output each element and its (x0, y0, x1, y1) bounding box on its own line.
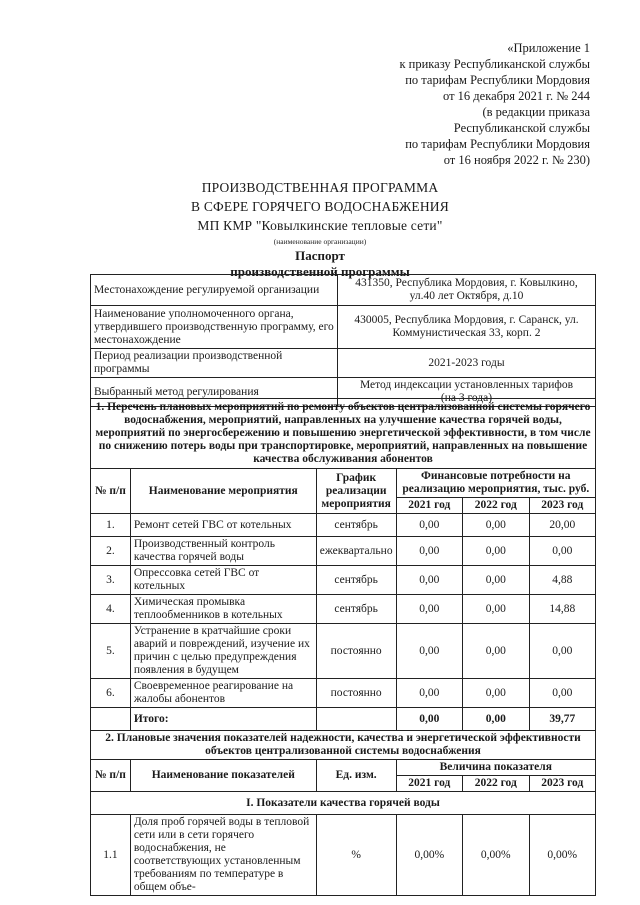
col-header-2023: 2023 год (529, 498, 595, 514)
col-header-2022: 2022 год (463, 498, 529, 514)
row-2023: 0,00% (529, 815, 595, 896)
total-2023: 39,77 (529, 708, 595, 731)
col-header-finance: Финансовые потребности на реализацию мероприятия, тыс. руб. (396, 469, 595, 498)
row-num: 1.1 (91, 815, 131, 896)
total-2021: 0,00 (396, 708, 462, 731)
row-2021: 0,00 (396, 514, 462, 537)
row-2023: 0,00 (529, 537, 595, 566)
info-row (91, 275, 596, 306)
info-label: Местонахождение регулируемой организации (91, 275, 338, 306)
organization-note: (наименование организации) (273, 237, 367, 246)
col-header-2021: 2021 год (396, 776, 462, 792)
col-header-num: № п/п (91, 469, 131, 514)
row-num: 5. (91, 624, 131, 679)
row-2022: 0,00 (463, 537, 529, 566)
row-2023: 0,00 (529, 624, 595, 679)
appendix-line: по тарифам Республики Мордовия (405, 137, 590, 151)
col-header-2022: 2022 год (463, 776, 529, 792)
row-schedule: сентябрь (316, 595, 396, 624)
row-num: 1. (91, 514, 131, 537)
appendix-line: от 16 ноября 2022 г. № 230) (443, 153, 590, 167)
table-row (91, 679, 596, 708)
row-2023: 14,88 (529, 595, 595, 624)
row-2021: 0,00 (396, 595, 462, 624)
col-header-value: Величина показателя (396, 760, 595, 776)
row-2022: 0,00 (463, 595, 529, 624)
total-label: Итого: (130, 708, 316, 731)
section2-title: 2. Плановые значения показателей надежности, качества и энергетической эффективности объектов централизованной системы водоснабжения (91, 731, 596, 760)
table-row (91, 566, 596, 595)
program-title (0, 178, 640, 235)
organization-name: МП КМР "Ковылкинские тепловые сети" (197, 218, 443, 233)
row-2023: 4,88 (529, 566, 595, 595)
info-label: Наименование уполномоченного органа, утвердившего производственную программу, его местонахождение (91, 306, 338, 349)
row-2023: 0,00 (529, 679, 595, 708)
row-2021: 0,00 (396, 537, 462, 566)
row-unit: % (316, 815, 396, 896)
passport-title-line1: Паспорт (295, 248, 345, 263)
col-header-2021: 2021 год (396, 498, 462, 514)
row-name: Производственный контроль качества горячей воды (130, 537, 316, 566)
row-schedule: сентябрь (316, 514, 396, 537)
row-2022: 0,00 (463, 566, 529, 595)
row-2021: 0,00 (396, 679, 462, 708)
total-2022: 0,00 (463, 708, 529, 731)
row-2022: 0,00 (463, 679, 529, 708)
program-title-line1: ПРОИЗВОДСТВЕННАЯ ПРОГРАММА (201, 180, 439, 195)
row-name: Опрессовка сетей ГВС от котельных (130, 566, 316, 595)
table-row (91, 514, 596, 537)
info-value-line: ул.40 лет Октября, д.10 (409, 290, 524, 302)
col-header-2023: 2023 год (529, 776, 595, 792)
col-header-unit: Ед. изм. (316, 760, 396, 792)
row-num: 2. (91, 537, 131, 566)
row-2022: 0,00 (463, 514, 529, 537)
row-2021: 0,00% (396, 815, 462, 896)
row-name: Химическая промывка теплообменников в котельных (130, 595, 316, 624)
row-schedule: постоянно (316, 624, 396, 679)
row-2023: 20,00 (529, 514, 595, 537)
info-row (91, 349, 596, 378)
appendix-line: «Приложение 1 (507, 41, 590, 55)
info-value (338, 349, 596, 378)
table-row (91, 815, 596, 896)
total-row (91, 708, 596, 731)
info-value-line: 430005, Республика Мордовия, г. Саранск, ул. (354, 314, 579, 326)
col-header-schedule: График реализации мероприятия (316, 469, 396, 514)
info-value-line: 431350, Республика Мордовия, г. Ковылкино, (355, 277, 578, 289)
table-row (91, 537, 596, 566)
table-row (91, 624, 596, 679)
info-value (338, 306, 596, 349)
appendix-line: к приказу Республиканской службы (399, 57, 590, 71)
row-schedule: сентябрь (316, 566, 396, 595)
row-schedule: постоянно (316, 679, 396, 708)
info-label: Выбранный метод регулирования (91, 378, 338, 407)
info-value-line: Метод индексации установленных тарифов (359, 379, 574, 391)
row-2022: 0,00 (463, 624, 529, 679)
table-row (91, 595, 596, 624)
info-row (91, 306, 596, 349)
appendix-line: по тарифам Республики Мордовия (405, 73, 590, 87)
appendix-line: (в редакции приказа (482, 105, 590, 119)
col-header-indicator: Наименование показателей (130, 760, 316, 792)
subsection-title: I. Показатели качества горячей воды (91, 792, 596, 815)
col-header-num: № п/п (91, 760, 131, 792)
info-value-line: Коммунистическая 33, корп. 2 (392, 327, 541, 339)
row-name: Своевременное реагирование на жалобы абонентов (130, 679, 316, 708)
program-title-line2: В СФЕРЕ ГОРЯЧЕГО ВОДОСНАБЖЕНИЯ (191, 199, 449, 214)
col-header-name: Наименование мероприятия (130, 469, 316, 514)
row-2022: 0,00% (463, 815, 529, 896)
passport-info-table (90, 274, 596, 407)
appendix-note (360, 40, 590, 168)
row-2021: 0,00 (396, 566, 462, 595)
row-num: 3. (91, 566, 131, 595)
section1-title: 1. Перечень плановых мероприятий по ремонту объектов централизованной системы горячего водоснабжения, мероприятий, направленных на улучшение качества горячей воды, мероприятий по энергосбережению и повышению энергетической эффективности, в том числе по снижению потерь воды при транспортировке, мероприятий, направленных на повышение качества обслуживания абонентов (91, 399, 596, 469)
passport-title-line2: производственной программы (230, 264, 410, 279)
row-num: 6. (91, 679, 131, 708)
row-num: 4. (91, 595, 131, 624)
row-name: Ремонт сетей ГВС от котельных (130, 514, 316, 537)
row-name: Устранение в кратчайшие сроки аварий и повреждений, изучение их причин с целью предупреждения появления в будущем (130, 624, 316, 679)
row-2021: 0,00 (396, 624, 462, 679)
info-value-line: 2021-2023 годы (428, 356, 505, 369)
row-schedule: ежеквартально (316, 537, 396, 566)
info-value (338, 275, 596, 306)
row-name: Доля проб горячей воды в тепловой сети или в сети горячего водоснабжения, не соответствующих установленным требованиям по температуре в общем объе- (130, 815, 316, 896)
info-label: Период реализации производственной программы (91, 349, 338, 378)
appendix-line: Республиканской службы (453, 121, 590, 135)
measures-table (90, 398, 596, 896)
appendix-line: от 16 декабря 2021 г. № 244 (442, 89, 590, 103)
info-value-line: (на 3 года) (440, 392, 493, 404)
